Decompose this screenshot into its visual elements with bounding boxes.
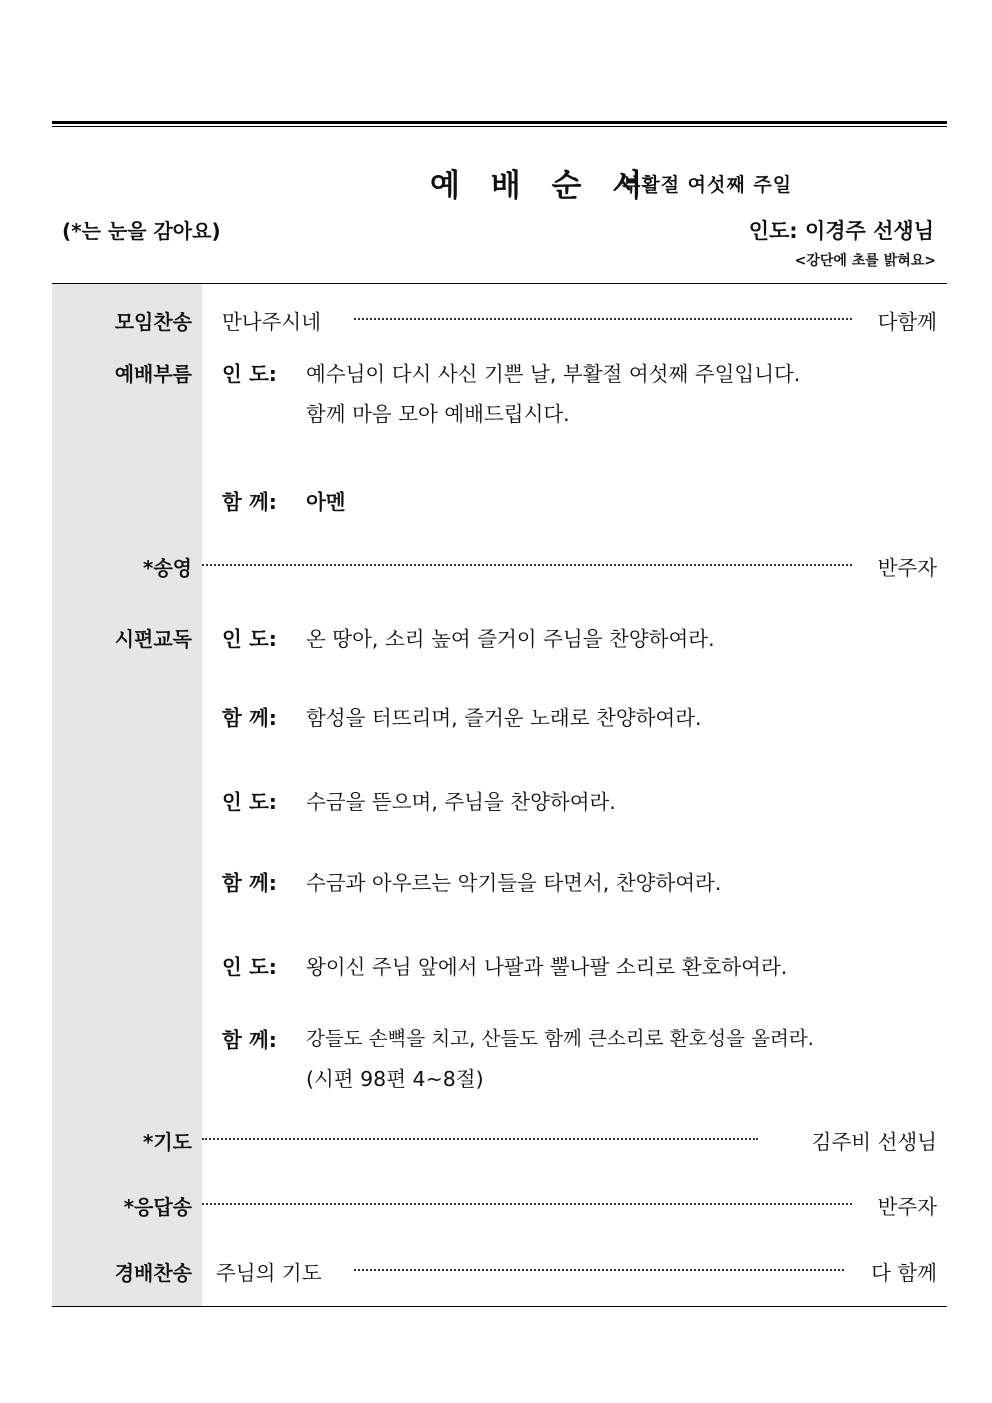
gathering-hymn-label: 모임찬송 bbox=[114, 310, 192, 334]
leader-dots bbox=[354, 318, 852, 320]
gathering-hymn-by: 다함께 bbox=[877, 310, 937, 334]
psalm-speaker-3: 인 도: bbox=[222, 790, 277, 814]
call-line-1: 예수님이 다시 사신 기쁜 날, 부활절 여섯째 주일입니다. bbox=[306, 362, 801, 386]
call-speaker-2: 함 께: bbox=[222, 490, 277, 514]
psalm-speaker-2: 함 께: bbox=[222, 706, 277, 730]
prayer-by: 김주비 선생님 bbox=[811, 1130, 937, 1154]
call-line-2: 아멘 bbox=[306, 490, 346, 514]
psalm-reading-label: 시편교독 bbox=[114, 627, 192, 651]
worship-hymn-title: 주님의 기도 bbox=[216, 1261, 322, 1285]
psalm-speaker-4: 함 께: bbox=[222, 871, 277, 895]
page-title: 예 배 순 서 bbox=[430, 168, 653, 204]
psalm-line-4: 수금과 아우르는 악기들을 타면서, 찬양하여라. bbox=[306, 871, 722, 895]
doxology-label: *송영 bbox=[142, 556, 192, 580]
psalm-line-3: 수금을 뜯으며, 주님을 찬양하여라. bbox=[306, 790, 616, 814]
candle-note: <강단에 초를 밝혀요> bbox=[794, 253, 936, 269]
top-rule-thin bbox=[52, 126, 947, 127]
leader-dots bbox=[354, 1269, 844, 1271]
psalm-line-6: 강들도 손뼉을 치고, 산들도 함께 큰소리로 환호성을 올려라. bbox=[306, 1027, 814, 1050]
gathering-hymn-title: 만나주시네 bbox=[222, 310, 322, 334]
response-song-label: *응답송 bbox=[123, 1195, 192, 1219]
response-song-by: 반주자 bbox=[877, 1195, 937, 1219]
psalm-speaker-6: 함 께: bbox=[222, 1028, 277, 1052]
call-speaker-1: 인 도: bbox=[222, 362, 277, 386]
prayer-label: *기도 bbox=[142, 1130, 192, 1154]
worship-hymn-by: 다 함께 bbox=[871, 1261, 937, 1285]
top-rule-thick bbox=[52, 121, 947, 124]
section-bottom-rule bbox=[52, 1306, 947, 1307]
page-subtitle: 부활절 여섯째 주일 bbox=[622, 174, 793, 196]
call-line-1b: 함께 마음 모아 예배드립시다. bbox=[306, 402, 570, 426]
psalm-line-5: 왕이신 주님 앞에서 나팔과 뿔나팔 소리로 환호하여라. bbox=[306, 955, 788, 979]
psalm-speaker-5: 인 도: bbox=[222, 955, 277, 979]
leader-dots bbox=[202, 1138, 758, 1140]
psalm-speaker-1: 인 도: bbox=[222, 627, 277, 651]
doxology-by: 반주자 bbox=[877, 556, 937, 580]
call-to-worship-label: 예배부름 bbox=[114, 362, 192, 386]
leader-line: 인도: 이경주 선생님 bbox=[748, 219, 934, 243]
psalm-line-1: 온 땅아, 소리 높여 즐거이 주님을 찬양하여라. bbox=[306, 627, 715, 651]
worship-hymn-label: 경배찬송 bbox=[114, 1261, 192, 1285]
leader-dots bbox=[202, 564, 852, 566]
eyes-note: (*는 눈을 감아요) bbox=[62, 219, 221, 243]
leader-dots bbox=[202, 1203, 852, 1205]
psalm-line-2: 함성을 터뜨리며, 즐거운 노래로 찬양하여라. bbox=[306, 706, 702, 730]
psalm-reference: (시편 98편 4~8절) bbox=[306, 1067, 484, 1091]
